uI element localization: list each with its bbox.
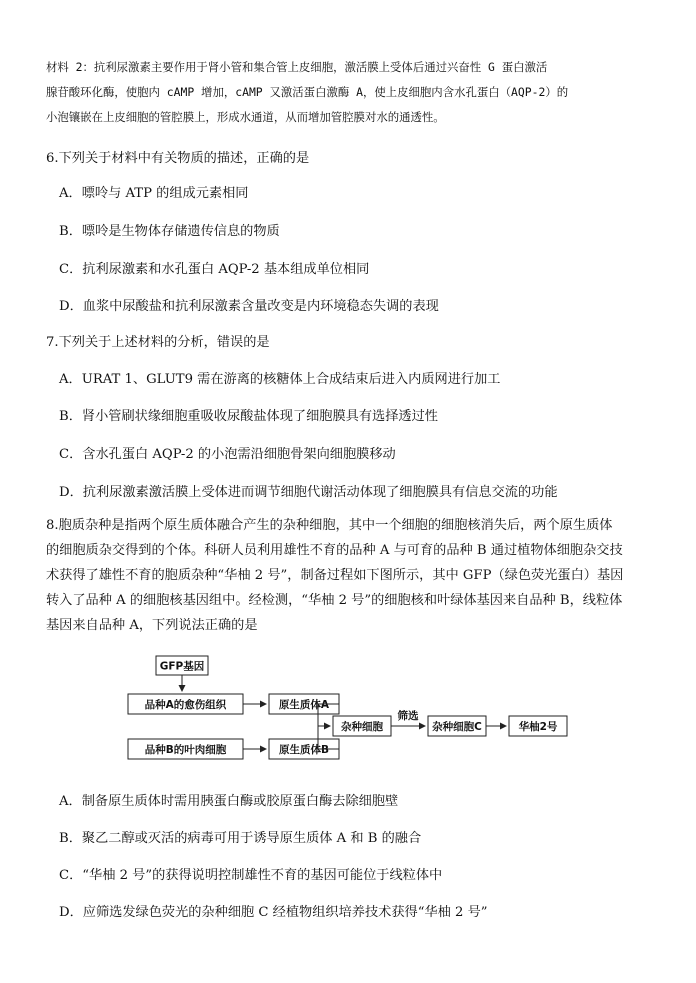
q8-option-b: B．聚乙二醇或灭活的病毒可用于诱导原生质体 A 和 B 的融合	[59, 831, 422, 846]
q6-option-b: B．嘌呤是生物体存储遗传信息的物质	[59, 224, 280, 239]
q7-option-d: D．抗利尿激素激活膜上受体进而调节细胞代谢活动体现了细胞膜具有信息交流的功能	[59, 485, 558, 500]
q8-stem-line: 术获得了雄性不育的胞质杂种“华柚 2 号”，制备过程如下图所示，其中 GFP（绿色荧光蛋白）基因	[46, 568, 624, 583]
protoplast-b-label: 原生质体B	[278, 744, 330, 756]
material-line: 腺苷酸环化酶，使胞内 cAMP 增加，cAMP 又激活蛋白激酶 A，使上皮细胞内含水孔蛋白（AQP-2）的	[46, 85, 569, 99]
material-line: 材料 2：抗利尿激素主要作用于肾小管和集合管上皮细胞，激活膜上受体后通过兴奋性 G 蛋白激活	[46, 60, 548, 74]
hybrid-cell-c-label: 杂种细胞C	[432, 721, 482, 733]
callus-a-label: 品种A的愈伤组织	[144, 699, 227, 711]
q6-option-d: D．血浆中尿酸盐和抗利尿激素含量改变是内环境稳态失调的表现	[59, 299, 439, 314]
q8-stem-line: 转入了品种 A 的细胞核基因组中。经检测，“华柚 2 号”的细胞核和叶绿体基因来自品种 B，线粒体	[46, 593, 623, 608]
q6-option-a: A．嘌呤与 ATP 的组成元素相同	[59, 186, 249, 201]
gfp-gene-label: GFP基因	[159, 660, 205, 673]
question-7-stem: 7.下列关于上述材料的分析，错误的是	[46, 335, 270, 350]
question-6-stem: 6.下列关于材料中有关物质的描述，正确的是	[46, 151, 310, 166]
hybrid-cell-label: 杂种细胞	[341, 721, 383, 733]
q8-option-a: A．制备原生质体时需用胰蛋白酶或胶原蛋白酶去除细胞壁	[59, 794, 399, 809]
material-line: 小泡镶嵌在上皮细胞的管腔膜上，形成水通道，从而增加管腔膜对水的通透性。	[46, 110, 445, 124]
q8-stem-line: 8.胞质杂种是指两个原生质体融合产生的杂种细胞，其中一个细胞的细胞核消失后，两个原生质体	[46, 518, 613, 533]
q8-stem-line: 基因来自品种 A，下列说法正确的是	[46, 618, 258, 633]
leaf-b-label: 品种B的叶肉细胞	[144, 744, 227, 756]
screening-label: 筛选	[397, 710, 419, 722]
q6-option-c: C．抗利尿激素和水孔蛋白 AQP-2 基本组成单位相同	[59, 262, 370, 277]
protoplast-a-label: 原生质体A	[278, 699, 330, 711]
q7-option-b: B．肾小管刷状缘细胞重吸收尿酸盐体现了细胞膜具有选择透过性	[59, 409, 438, 424]
result-label: 华柚2号	[518, 721, 558, 733]
q7-option-c: C．含水孔蛋白 AQP-2 的小泡需沿细胞骨架向细胞膜移动	[59, 447, 396, 462]
q8-option-d: D．应筛选发绿色荧光的杂种细胞 C 经植物组织培养技术获得“华柚 2 号”	[59, 905, 488, 920]
q8-option-c: C．“华柚 2 号”的获得说明控制雄性不育的基因可能位于线粒体中	[59, 868, 443, 883]
q8-stem-line: 的细胞质杂交得到的个体。科研人员利用雄性不育的品种 A 与可育的品种 B 通过植物体细胞杂交技	[46, 543, 623, 558]
q7-option-a: A．URAT 1、GLUT9 需在游离的核糖体上合成结束后进入内质网进行加工	[59, 372, 501, 387]
